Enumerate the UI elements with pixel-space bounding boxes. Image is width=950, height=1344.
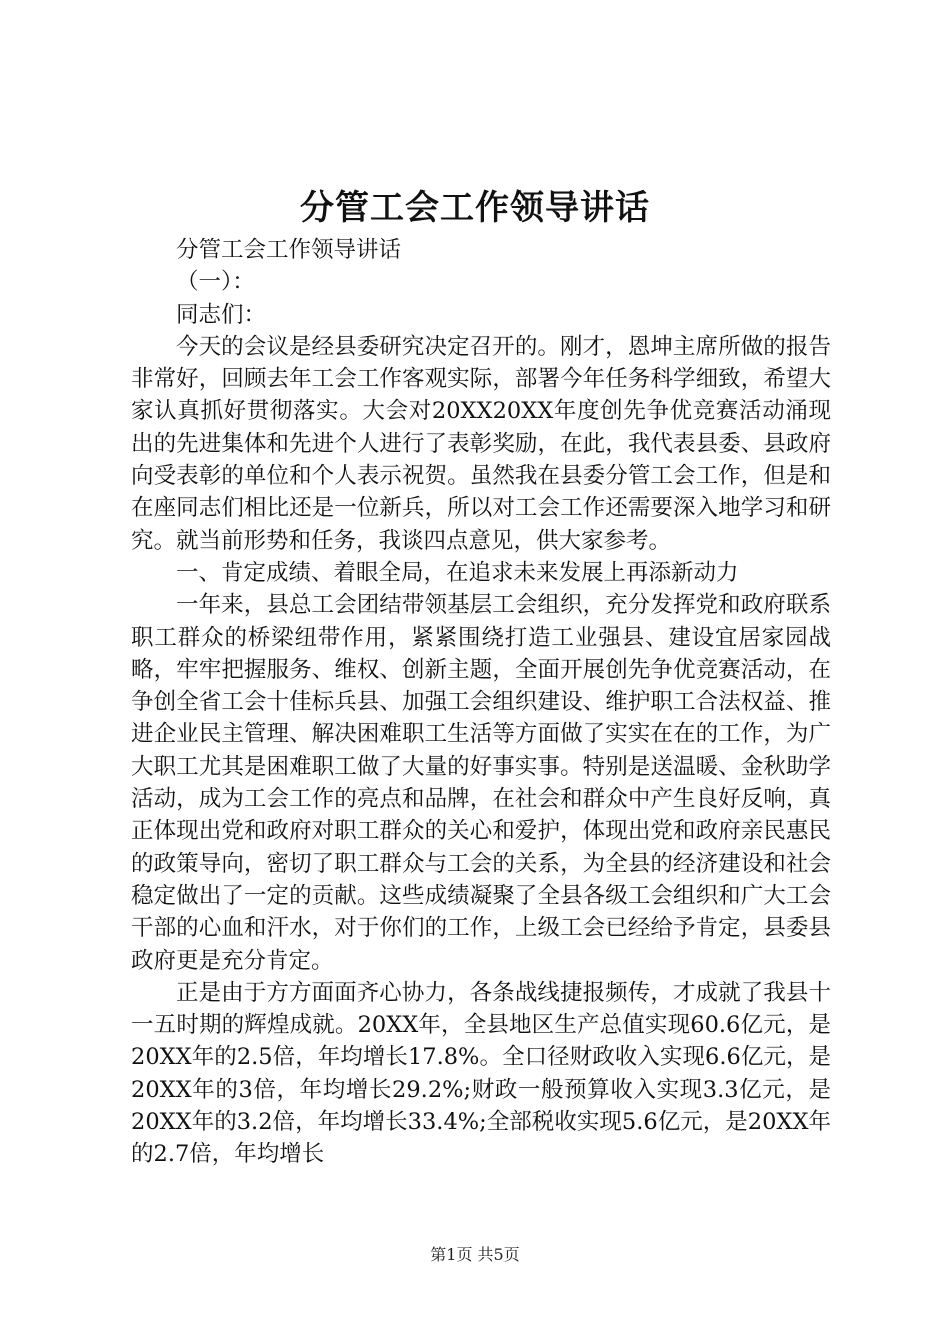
paragraph-section-marker: （一）： xyxy=(176,269,255,296)
document-body xyxy=(131,234,831,1171)
paragraph-salutation: 同志们： xyxy=(176,301,267,328)
page-footer: 第1页 共5页 xyxy=(430,1245,520,1264)
paragraph-subtitle: 分管工会工作领导讲话 xyxy=(176,237,402,263)
paragraph-heading-1: 一、肯定成绩、着眼全局，在追求未来发展上再添新动力 xyxy=(176,559,739,586)
document-title: 分管工会工作领导讲话 xyxy=(300,188,650,228)
paragraph-statistics: 正是由于方方面面齐心协力，各条战线捷报频传，才成就了我县十一五时期的辉煌成就。20XX年，全县地区生产总值实现60.6亿元，是20XX年的2.5倍，年均增长17.8%。全口径财政收入实现6.6亿元，是20XX年的3倍，年均增长29.2%;财政一般预算收入实现3.3亿元，是20XX年的3.2倍，年均增长33.4%;全部税收实现5.6亿元，是20XX年的2.7倍，年均增长 xyxy=(131,979,831,1168)
paragraph-achievements: 一年来，县总工会团结带领基层工会组织，充分发挥党和政府联系职工群众的桥梁纽带作用，紧紧围绕打造工业强县、建设宜居家园战略，牢牢把握服务、维权、创新主题，全面开展创先争优竞赛活动，在争创全省工会十佳标兵县、加强工会组织建设、维护职工合法权益、推进企业民主管理、解决困难职工生活等方面做了实实在在的工作，为广大职工尤其是困难职工做了大量的好事实事。特别是送温暖、金秋助学活动，成为工会工作的亮点和品牌，在社会和群众中产生良好反响，真正体现出党和政府对职工群众的关心和爱护，体现出党和政府亲民惠民的政策导向，密切了职工群众与工会的关系，为全县的经济建设和社会稳定做出了一定的贡献。这些成绩凝聚了全县各级工会组织和广大工会干部的心血和汗水，对于你们的工作，上级工会已经给予肯定，县委县政府更是充分肯定。 xyxy=(131,592,831,974)
paragraph-opening: 今天的会议是经县委研究决定召开的。刚才，恩坤主席所做的报告非常好，回顾去年工会工作客观实际，部署今年任务科学细致，希望大家认真抓好贯彻落实。大会对20XX20XX年度创先争优竞赛活动涌现出的先进集体和先进个人进行了表彰奖励，在此，我代表县委、县政府向受表彰的单位和个人表示祝贺。虽然我在县委分管工会工作，但是和在座同志们相比还是一位新兵，所以对工会工作还需要深入地学习和研究。就当前形势和任务，我谈四点意见，供大家参考。 xyxy=(131,333,831,554)
